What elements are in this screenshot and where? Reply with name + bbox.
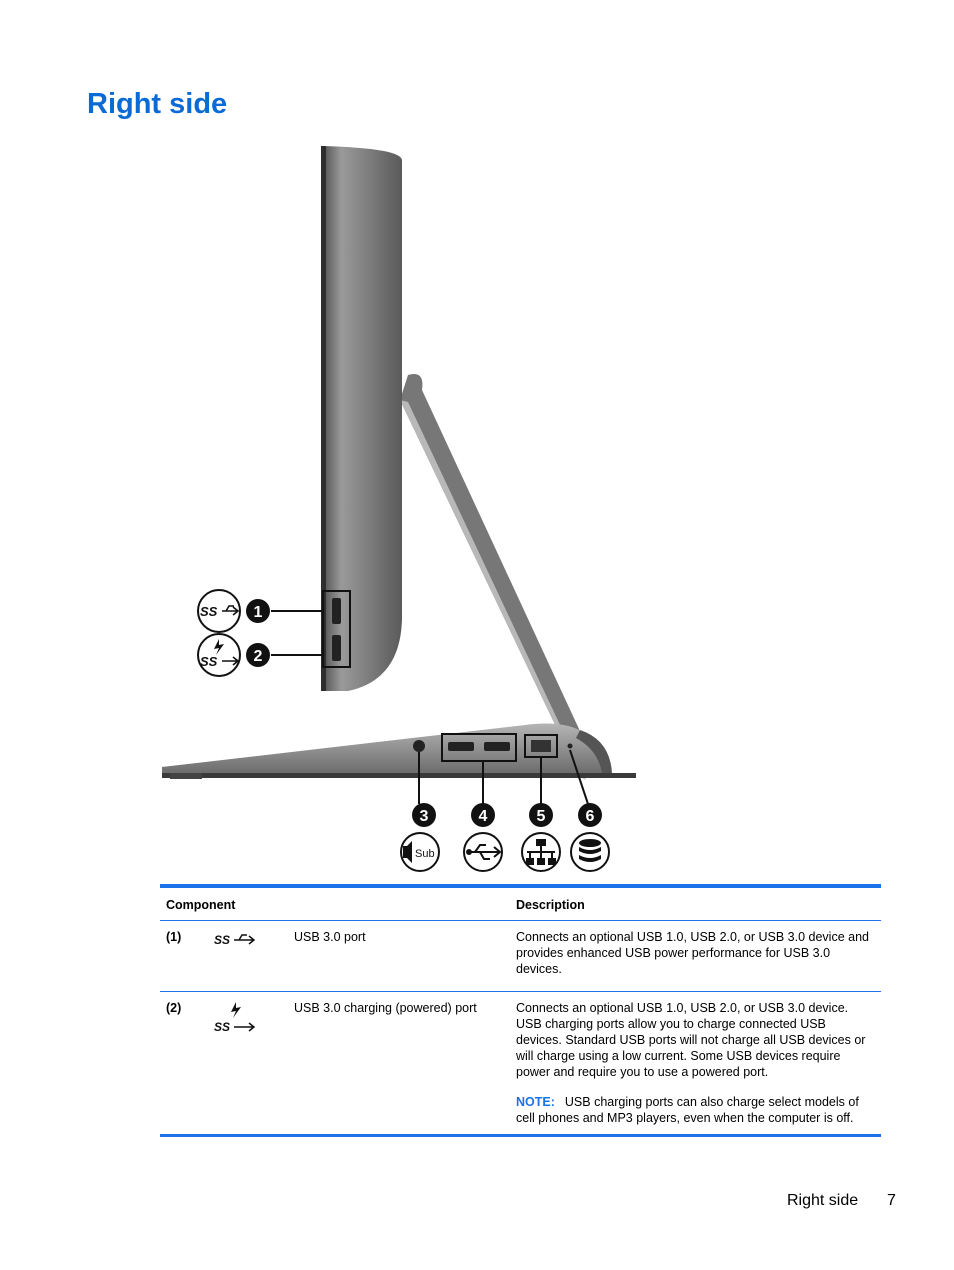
usb-3-icon xyxy=(198,590,240,632)
callout-5 xyxy=(529,803,553,827)
drive-led xyxy=(568,744,573,749)
row-number: (2) xyxy=(160,992,206,1136)
note xyxy=(516,1094,875,1126)
callout-1 xyxy=(246,599,270,623)
column-header-description: Description xyxy=(510,886,881,921)
network-jack-icon xyxy=(522,833,560,871)
usb-3-charging-icon xyxy=(206,992,288,1136)
right-side-figure xyxy=(150,140,650,880)
callout-4 xyxy=(471,803,495,827)
component-name: USB 3.0 charging (powered) port xyxy=(288,992,510,1136)
page-number: 7 xyxy=(887,1192,896,1209)
svg-text:5: 5 xyxy=(536,808,546,825)
component-name: USB 3.0 port xyxy=(288,921,510,992)
callout-6 xyxy=(578,803,602,827)
usb-3-charging-icon xyxy=(198,634,240,676)
audio-jack xyxy=(413,740,425,752)
svg-text:Sub: Sub xyxy=(415,848,435,860)
subwoofer-icon xyxy=(401,833,439,871)
table-header xyxy=(160,886,881,921)
usb-icon xyxy=(464,833,502,871)
svg-text:2: 2 xyxy=(253,648,263,665)
callout-2 xyxy=(246,643,270,667)
component-description-cell xyxy=(510,992,881,1136)
svg-text:4: 4 xyxy=(478,808,488,825)
base xyxy=(162,724,636,779)
page-title: Right side xyxy=(87,88,228,120)
row-number: (1) xyxy=(160,921,206,992)
svg-text:SS: SS xyxy=(214,1020,231,1034)
table-row xyxy=(160,921,881,992)
note-label: NOTE: xyxy=(516,1095,555,1109)
table-row xyxy=(160,992,881,1136)
note-text: USB charging ports can also charge select models of cell phones and MP3 players, even when the computer is off. xyxy=(516,1095,859,1125)
svg-text:1: 1 xyxy=(253,604,263,621)
stand-arm xyxy=(400,374,598,780)
callout-3 xyxy=(412,803,436,827)
drive-light-icon xyxy=(571,833,609,871)
component-description: Connects an optional USB 1.0, USB 2.0, or USB 3.0 device. USB charging ports allow you to charge connected USB devices. Standard USB ports will not charge all USB devices or will charge using a low current. Some USB devices require power and require you to use a powered port. xyxy=(516,1001,866,1079)
component-description: Connects an optional USB 1.0, USB 2.0, or USB 3.0 device and provides enhanced USB power performance for USB 3.0 devices. xyxy=(510,921,881,992)
footer-section-label: Right side xyxy=(787,1192,859,1209)
svg-text:SS: SS xyxy=(200,604,218,619)
usb-3-icon xyxy=(206,921,288,992)
column-header-component: Component xyxy=(160,886,510,921)
svg-text:SS: SS xyxy=(214,933,231,947)
svg-text:3: 3 xyxy=(419,808,429,825)
svg-text:6: 6 xyxy=(585,808,595,825)
component-table xyxy=(160,884,881,1137)
svg-text:SS: SS xyxy=(200,654,218,669)
